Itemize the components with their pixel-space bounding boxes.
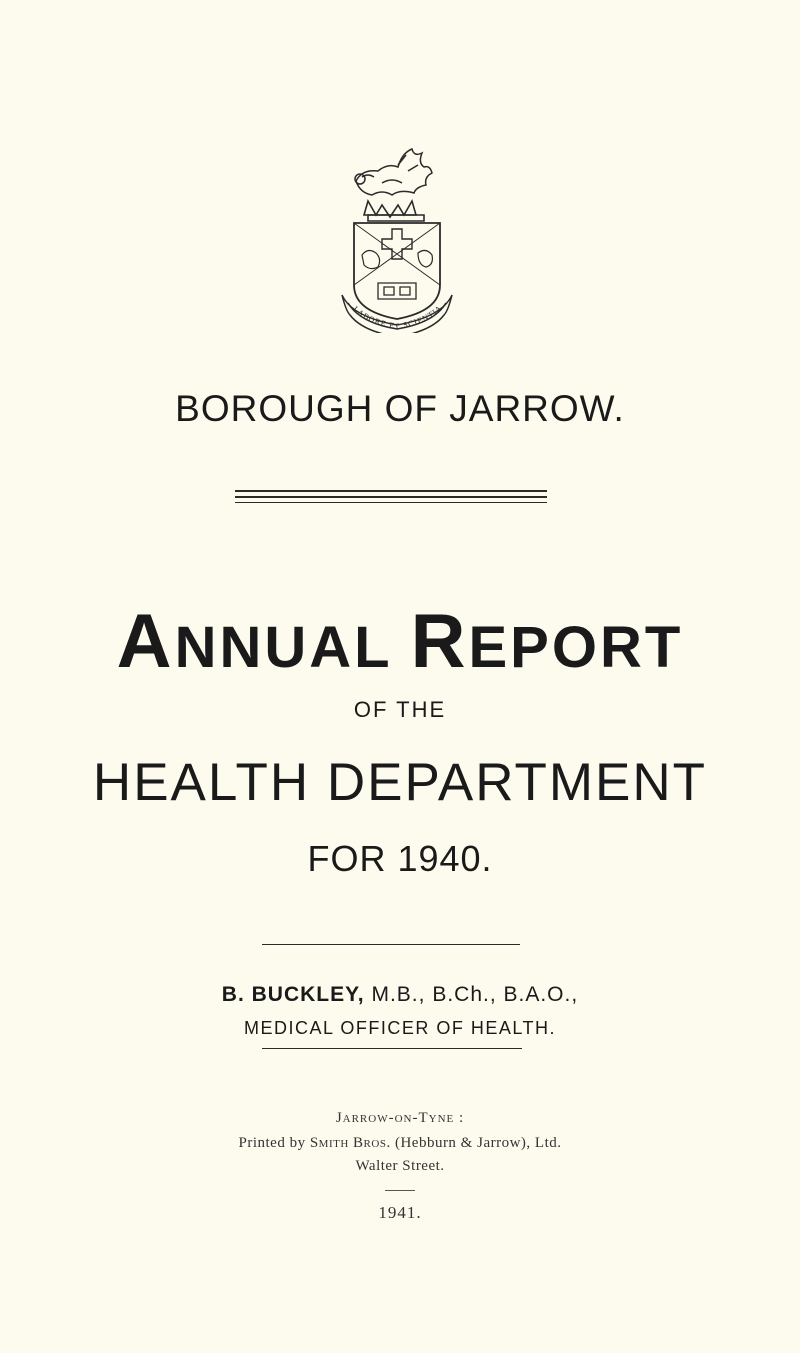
health-department-title: HEALTH DEPARTMENT [92,753,708,812]
crest-motto: LABORE ET SCIENTIA [351,303,445,332]
printer-details: (Hebburn & Jarrow), Ltd. [390,1135,562,1151]
annual-report-title [0,599,800,684]
author-line [0,983,800,1007]
rule-above-author [262,944,520,945]
imprint-place: Jarrow-on-Tyne : [335,1110,465,1126]
double-rule-top [235,490,547,492]
borough-crest [338,143,456,333]
borough-heading: BOROUGH OF JARROW. [175,388,625,429]
printed-by-label: Printed by [238,1135,310,1151]
author-name: B. BUCKLEY, [221,983,365,1006]
annual-word: NNUAL [174,615,411,680]
shield [354,223,440,319]
rule-below-author [262,1048,522,1049]
printer-name: Smith Bros. [309,1135,391,1151]
double-rule-bottom [235,502,547,503]
imprint-divider [385,1190,415,1191]
mural-crown [364,201,424,221]
author-degrees: M.B., B.Ch., B.A.O., [364,983,579,1006]
crest-top [355,149,432,195]
annual-initial: A [116,599,175,684]
report-word: EPORT [468,615,684,680]
author-role: MEDICAL OFFICER OF HEALTH. [243,1018,557,1038]
report-year-title: FOR 1940. [307,838,493,879]
double-rule-middle [235,496,547,498]
imprint-street: Walter Street. [355,1158,445,1174]
imprint-printer [0,1135,800,1152]
imprint-year: 1941. [378,1203,422,1222]
report-initial: R [410,599,469,684]
of-the-label: OF THE [353,697,447,722]
